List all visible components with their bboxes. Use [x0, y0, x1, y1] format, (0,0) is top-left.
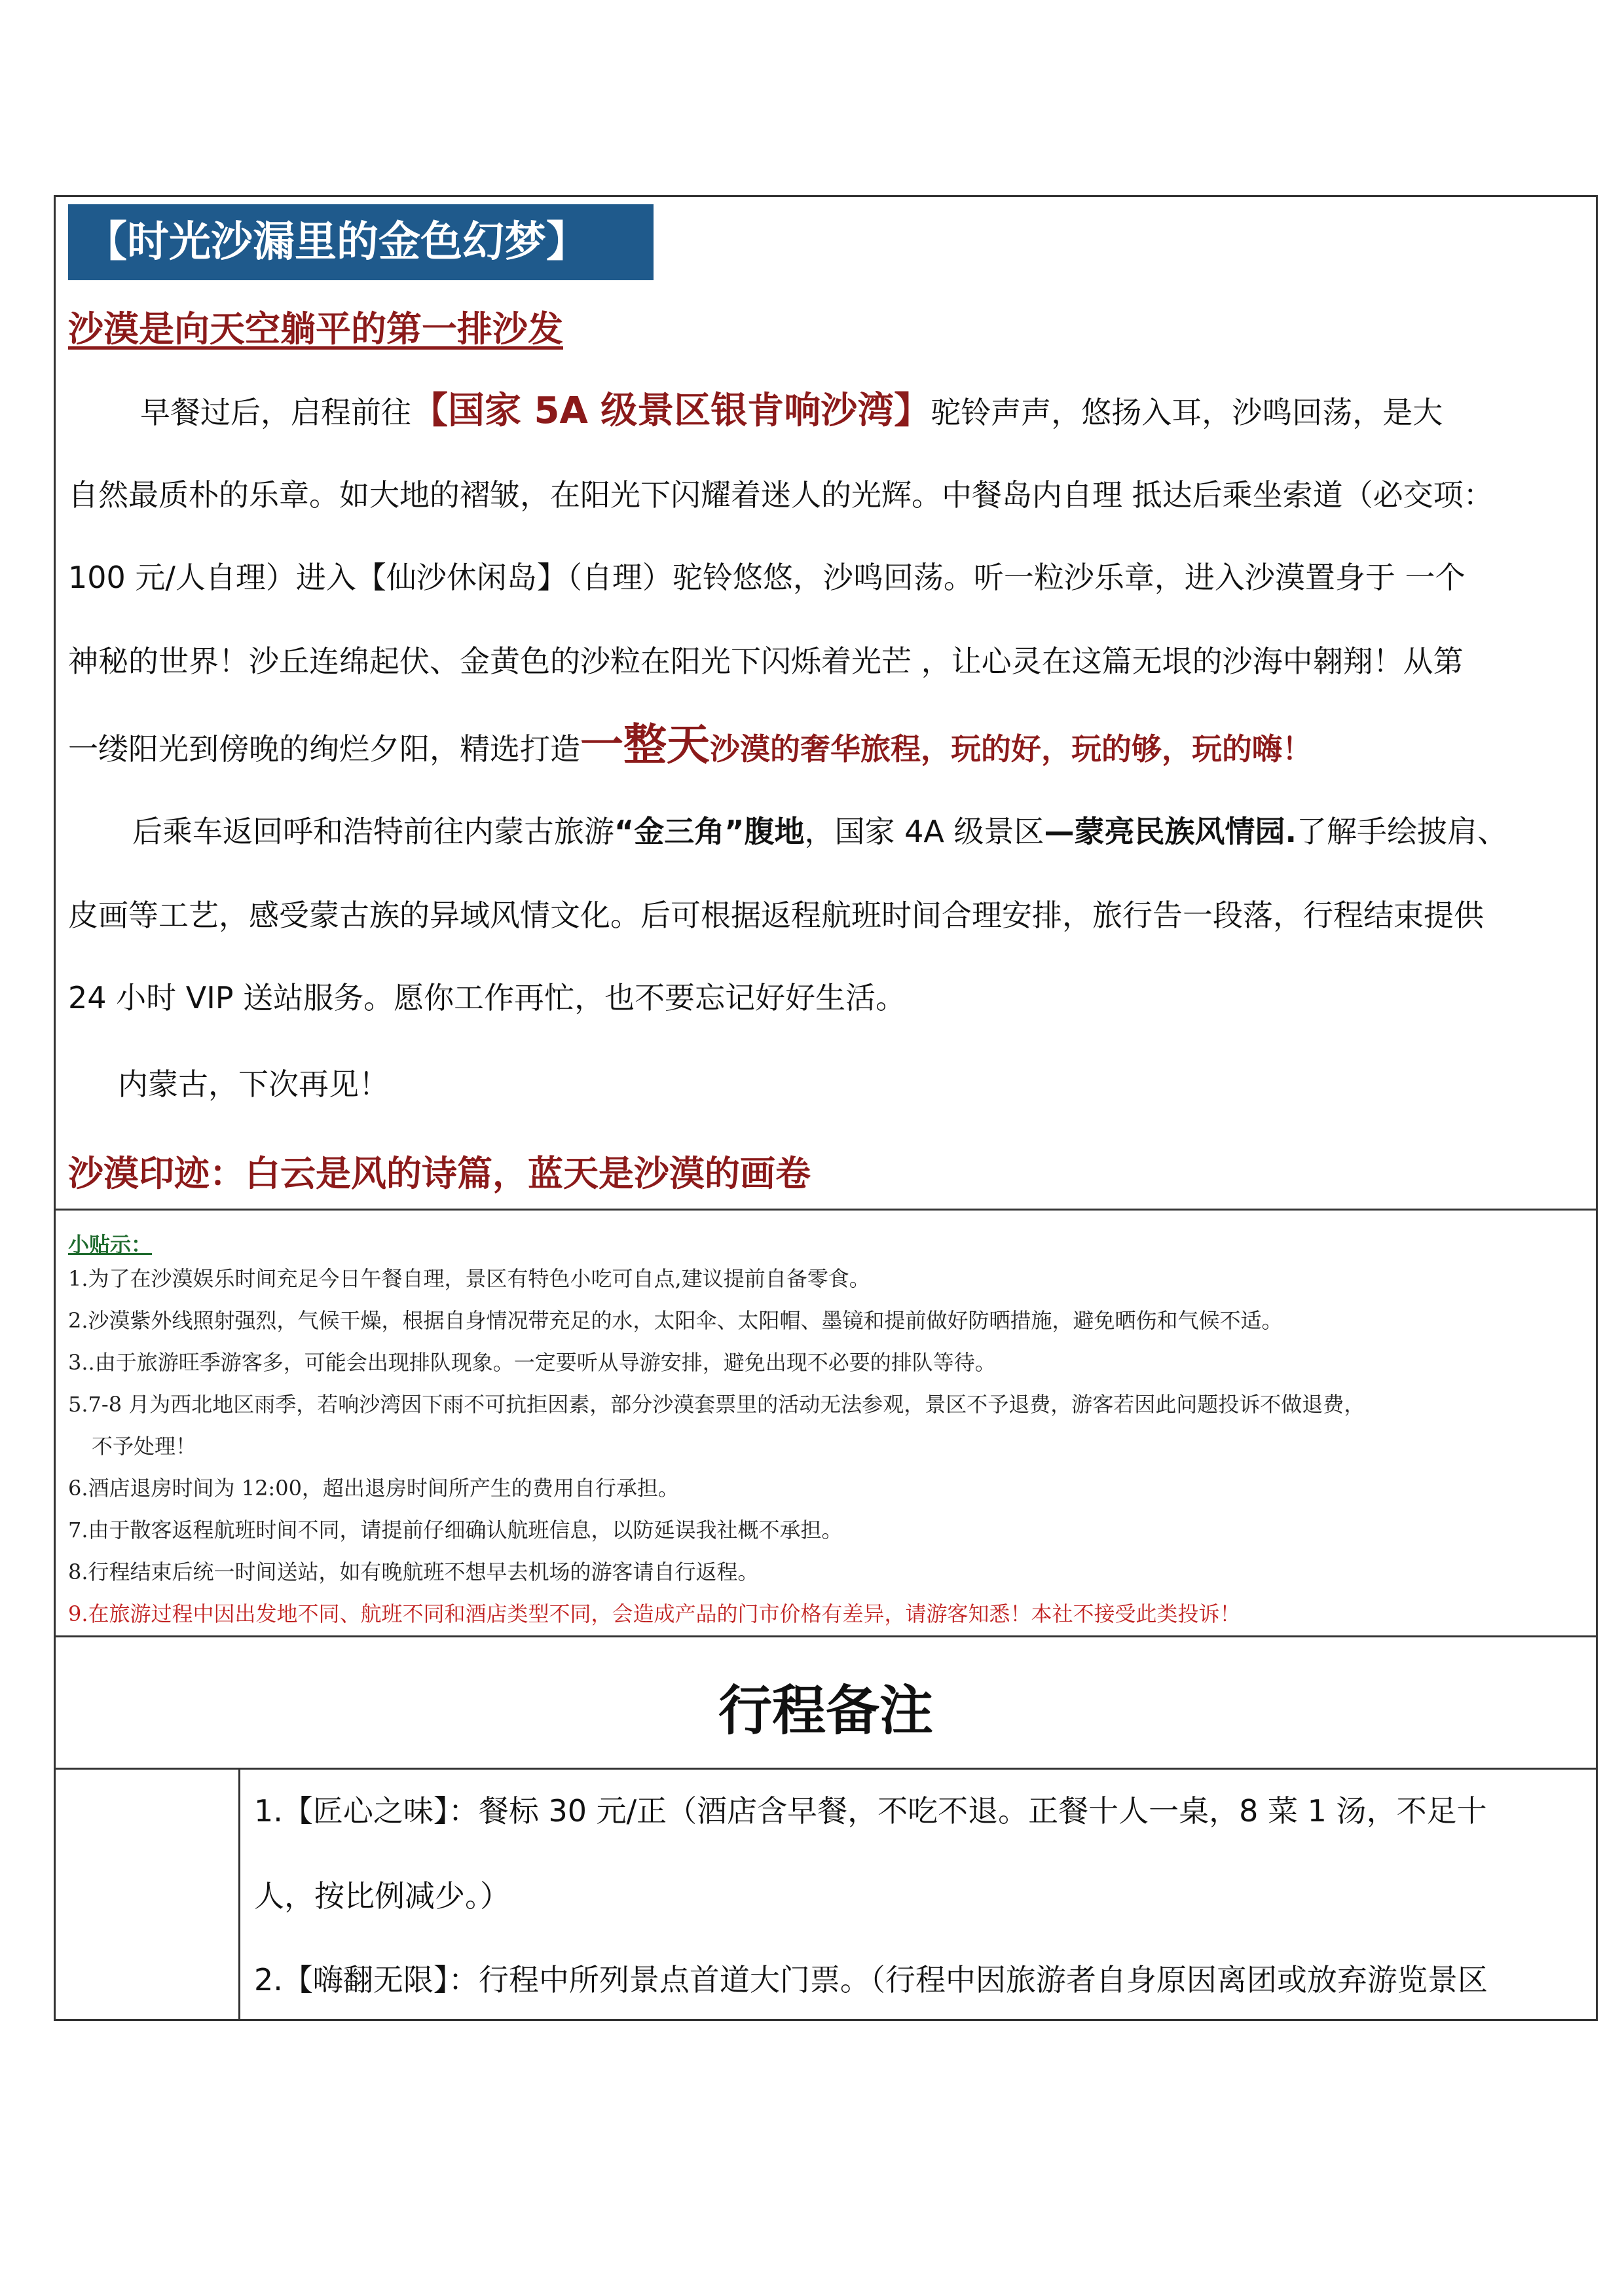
farewell-text: 内蒙古，下次再见！: [118, 1066, 389, 1102]
paragraph1-line5: 一缕阳光到傍晚的绚烂夕阳，精选打造一整天沙漠的奢华旅程，玩的好，玩的够，玩的嗨！: [68, 720, 1312, 770]
note-line: 1.【匠心之味】：餐标 30 元/正（酒店含早餐，不吃不退。正餐十人一桌，8 菜 1 汤，不足十: [254, 1793, 1487, 1829]
paragraph1-line4: 神秘的世界！沙丘连绵起伏、金黄色的沙粒在阳光下闪烁着光芒 ，让心灵在这篇无垠的沙海中翱翔！从第: [68, 644, 1464, 679]
notes-title: 行程备注: [718, 1680, 933, 1742]
paragraph1-line2: 自然最质朴的乐章。如大地的褶皱，在阳光下闪耀着迷人的光辉。中餐岛内自理 抵达后乘坐索道（必交项：: [68, 477, 1494, 513]
paragraph2-line1: 后乘车返回呼和浩特前往内蒙古旅游“金三角”腹地，国家 4A 级景区—蒙亮民族风情园.了解手绘披肩、: [132, 814, 1507, 849]
paragraph2-line3: 24 小时 VIP 送站服务。愿你工作再忙，也不要忘记好好生活。: [68, 980, 906, 1015]
tip-item: 2.沙漠紫外线照射强烈，气候干燥，根据自身情况带充足的水，太阳伞、太阳帽、墨镜和提前做好防晒措施，避免晒伤和气候不适。: [68, 1308, 1283, 1333]
tip-item: 6.酒店退房时间为 12:00，超出退房时间所产生的费用自行承担。: [68, 1476, 679, 1501]
paragraph2-line2: 皮画等工艺，感受蒙古族的异域风情文化。后可根据返程航班时间合理安排，旅行告一段落，行程结束提供: [68, 898, 1484, 933]
paragraph1-line3: 100 元/人自理）进入【仙沙休闲岛】（自理）驼铃悠悠，沙鸣回荡。听一粒沙乐章，进入沙漠置身于 一个: [68, 560, 1466, 595]
paragraph1-line1: 早餐过后，启程前往【国家 5A 级景区银肯响沙湾】驼铃声声，悠扬入耳，沙鸣回荡，是大: [140, 390, 1443, 432]
tip-item-continuation: 不予处理！: [92, 1434, 197, 1459]
section-subtitle: 沙漠是向天空躺平的第一排沙发: [68, 308, 563, 350]
divider-notes-body: [54, 1768, 1598, 1770]
tip-item: 3..由于旅游旺季游客多，可能会出现排队现象。一定要听从导游安排，避免出现不必要的排队等待。: [68, 1350, 996, 1375]
tip-item-warning: 9.在旅游过程中因出发地不同、航班不同和酒店类型不同，会造成产品的门市价格有差异，请游客知悉！本社不接受此类投诉！: [68, 1601, 1241, 1626]
highlight-luxury-trip: 沙漠的奢华旅程，玩的好，玩的够，玩的嗨！: [710, 731, 1312, 767]
note-line: 2.【嗨翻无限】：行程中所列景点首道大门票。（行程中因旅游者自身原因离团或放弃游览景区: [254, 1962, 1488, 1997]
tip-item: 1.为了在沙漠娱乐时间充足今日午餐自理，景区有特色小吃可自点,建议提前自备零食。: [68, 1266, 870, 1291]
notes-left-column-divider: [238, 1768, 240, 2021]
divider-notes-header: [54, 1635, 1598, 1637]
note-line: 人，按比例减少。）: [254, 1878, 510, 1914]
tip-item: 5.7-8 月为西北地区雨季，若响沙湾因下雨不可抗拒因素，部分沙漠套票里的活动无法参观，景区不予退费，游客若因此问题投诉不做退费，: [68, 1392, 1365, 1417]
highlight-scenic-spot: 【国家 5A 级景区银肯响沙湾】: [411, 390, 931, 432]
itinerary-table-frame: [54, 195, 1598, 2021]
divider-tips: [54, 1209, 1598, 1211]
highlight-whole-day: 一整天: [580, 720, 710, 770]
tip-item: 8.行程结束后统一时间送站，如有晚航班不想早去机场的游客请自行返程。: [68, 1559, 759, 1584]
closing-slogan: 沙漠印迹：白云是风的诗篇，蓝天是沙漠的画卷: [68, 1153, 811, 1194]
tips-title: 小贴示：: [68, 1232, 153, 1257]
section-title-banner: 【时光沙漏里的金色幻梦】: [68, 204, 654, 280]
tip-item: 7.由于散客返程航班时间不同，请提前仔细确认航班信息，以防延误我社概不承担。: [68, 1518, 843, 1542]
